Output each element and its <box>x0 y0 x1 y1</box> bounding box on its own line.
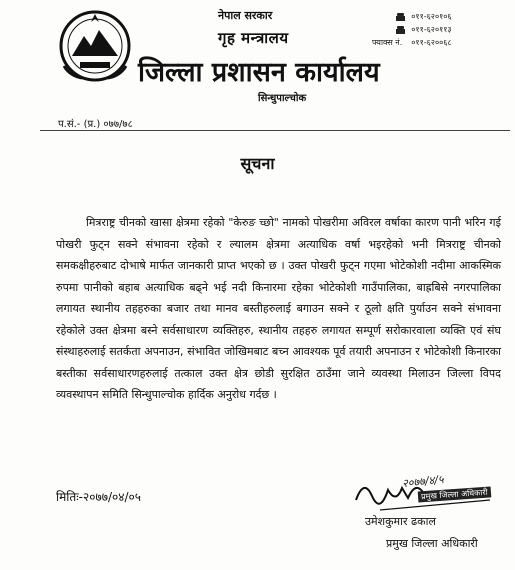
fax-number: ०११-६२००६८ <box>411 38 452 47</box>
notice-date: मितिः-२०७७/०४/०५ <box>56 490 141 504</box>
nepal-emblem-icon <box>58 6 132 82</box>
fax-label: फ्याक्स नं. <box>372 38 403 47</box>
header-divider <box>40 130 510 131</box>
signer-name: उमेशकुमार ढकाल <box>365 515 436 528</box>
official-stamp: प्रमुख जिल्ला अधिकारी <box>418 486 491 502</box>
district-name: सिन्धुपाल्चोक <box>258 93 307 104</box>
ministry-name: गृह मन्त्रालय <box>218 29 289 47</box>
notice-body <box>56 212 501 406</box>
reference-number: प.सं.- (प्र.) ०७७/७८ <box>58 119 133 130</box>
notice-paragraph: मित्रराष्ट्र चीनको खासा क्षेत्रमा रहेको "केरुङ च्छो" नामको पोखरीमा अविरल वर्षाका कारण पानी भरिन गई पोखरी फुट्न सक्ने संभावना रहेको र ल्यालम क्षेत्रमा अत्याधिक वर्षा भइरहेको भनी मित्रराष्ट्र चीनको समकक्षीहरुबाट दोभाषे मार्फत जानकारी प्राप्त भएको छ । उक्त पोखरी फुट्न गएमा भोटेकोशी नदीमा आकस्मिक रुपमा पानीको बहाब अत्याधिक बढ्ने भई नदी किनारमा रहेका भोटेकोशी गाउँपालिका, बाह्रबिसे नगरपालिका लगायत स्थानीय तहहरुका बजार तथा मानव बस्तीहरुलाई बगाउन सक्ने र ठूलो क्षति पुर्याउन सक्ने संभावना रहेकोले उक्त क्षेत्रमा बस्ने सर्वसाधारण व्यक्तिहरु, स्थानीय तहहरु लगायत सम्पूर्ण सरोकारवाला व्यक्ति एवं संघ संस्थाहरुलाई सतर्कता अपनाउन, संभावित जोखिमबाट बच्न आवश्यक पूर्व तयारी अपनाउन र भोटेकोशी किनारका बस्तीका सर्वसाधारणहरुलाई तत्काल उक्त क्षेत्र छोडी सुरक्षित ठाउँमा जाने व्यवस्था मिलाउन जिल्ला विपद व्यवस्थापन समिति सिन्धुपाल्चोक हार्दिक अनुरोध गर्दछ । <box>56 216 501 401</box>
office-name: जिल्ला प्रशासन कार्यालय <box>138 57 380 88</box>
government-name: नेपाल सरकार <box>218 9 273 22</box>
phone-icon <box>396 13 405 21</box>
phone-icon <box>396 26 405 34</box>
signer-title: प्रमुख जिल्ला अधिकारी <box>386 537 478 550</box>
phone-number: ०११-६२०११३ <box>411 25 452 34</box>
phone-number: ०११-६२०१०६ <box>411 12 452 21</box>
signature-date: २०७७/४/५ <box>401 472 445 491</box>
contact-block <box>372 10 452 49</box>
notice-title: सूचना <box>240 154 275 173</box>
